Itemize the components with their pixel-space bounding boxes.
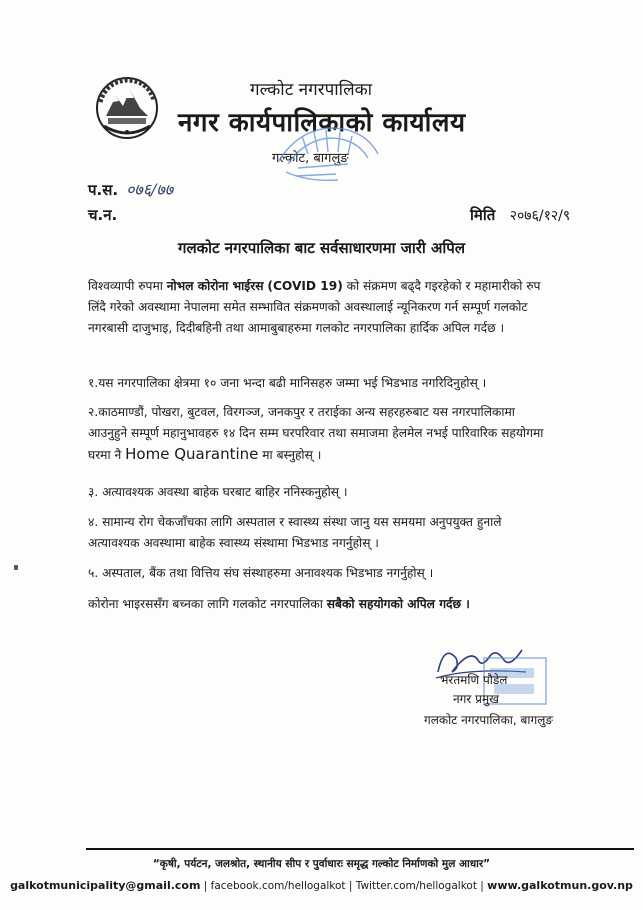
intro-bold: नोभल कोरोना भाईरस bbox=[166, 279, 264, 293]
point-1: १.यस नगरपालिका क्षेत्रमा १० जना भन्दा बढी मानिसहरु जम्मा भई भिडभाड नगरिदिनुहोस् । bbox=[88, 376, 487, 390]
appeal-title: गलकोट नगरपालिका बाट सर्वसाधारणमा जारी अपिल bbox=[178, 239, 465, 257]
footer-twitter[interactable]: Twitter.com/hellogalkot bbox=[355, 880, 477, 892]
date-value: २०७६/१२/९ bbox=[509, 208, 571, 224]
point-2 bbox=[88, 402, 556, 466]
intro-post: को संक्रमण बढ्दै गइरहेको र महामारीको रुप लिंदै गरेको अवस्थामा नेपालमा समेत सम्भावित संक्रमणको अवस्थालाई न्यूनिकरण गर्न सम्पूर्ण गलकोट नगरबासी दाजुभाइ, दिदीबहिनी तथा आमाबुबाहरुमा गलकोट नगरपालिका हार्दिक अपिल गर्दछ । bbox=[88, 279, 541, 335]
footer-sep: | bbox=[476, 880, 488, 892]
signatory-role: नगर प्रमुख bbox=[453, 692, 499, 706]
letterhead-address: गल्कोट, बागलुङ bbox=[272, 151, 349, 166]
point-5: ५. अस्पताल, बैंक तथा वित्तिय संघ संस्थाहरुमा अनावश्यक भिडभाड नगर्नुहोस् । bbox=[88, 566, 434, 580]
ref-label: प.स. bbox=[88, 181, 119, 199]
footer-facebook[interactable]: facebook.com/hellogalkot bbox=[210, 880, 346, 892]
dispatch-label: च.न. bbox=[88, 206, 118, 224]
closing-bold: सबैको सहयोगको अपिल गर्दछ । bbox=[326, 597, 470, 611]
closing-pre: कोरोना भाइरससँग बच्नका लागि गलकोट नगरपालिका bbox=[88, 597, 327, 611]
dispatch-number bbox=[88, 205, 117, 225]
date-label: मिति bbox=[470, 206, 496, 224]
date-row bbox=[470, 205, 570, 225]
letterhead-office: नगर कार्यपालिकाको कार्यालय bbox=[178, 108, 466, 138]
scan-mark bbox=[14, 565, 18, 570]
footer-contacts bbox=[0, 879, 643, 892]
ref-number bbox=[88, 178, 173, 200]
municipality-emblem-icon bbox=[92, 72, 162, 142]
intro-pre: विश्वव्यापी रुपमा bbox=[88, 279, 167, 293]
footer-divider bbox=[86, 848, 634, 850]
footer-motto: “कृषी, पर्यटन, जलश्रोत, स्थानीय सीप र पुर्वाधारः समृद्ध गल्कोट निर्माणको मुल आधार” bbox=[152, 858, 491, 870]
footer-sep: | bbox=[345, 880, 356, 892]
point-2-en: Home Quarantine bbox=[125, 445, 259, 463]
point-2-pre: २.काठमाण्डौं, पोखरा, बुटवल, विरगञ्ज, जनकपुर र तराईका अन्य सहरहरुबाट यस नगरपालिकामा आउनुहुने सम्पूर्ण महानुभावहरु १४ दिन सम्म घरपरिवार तथा समाजमा हेलमेल नभई पारिवारिक सहयोगमा घरमा नै bbox=[88, 405, 544, 462]
intro-paragraph bbox=[88, 276, 556, 339]
footer-sep: | bbox=[200, 880, 211, 892]
signatory-name: भरतमणि पौडेल bbox=[440, 673, 508, 687]
letterhead-municipality: गल्कोट नगरपालिका bbox=[250, 80, 373, 100]
point-2-post: मा बस्नुहोस् । bbox=[258, 448, 322, 462]
point-4: ४. सामान्य रोग चेकजाँचका लागि अस्पताल र स्वास्थ्य संस्था जानु यस समयमा अनुपयुक्त हुनाले अत्यावश्यक अवस्थामा बाहेक स्वास्थ्य संस्थामा भिडभाड नगर्नुहोस् । bbox=[88, 515, 502, 550]
closing-line bbox=[88, 594, 556, 615]
intro-covid: (COVID 19) bbox=[267, 279, 343, 293]
ref-value: ०७६/७७ bbox=[126, 180, 174, 199]
footer-email[interactable]: galkotmunicipality@gmail.com bbox=[10, 879, 201, 892]
footer-website[interactable]: www.galkotmun.gov.np bbox=[487, 879, 633, 892]
signatory-place: गलकोट नगरपालिका, बागलुङ bbox=[424, 713, 554, 727]
office-stamp-icon bbox=[268, 122, 386, 194]
point-3: ३. अत्यावश्यक अवस्था बाहेक घरबाट बाहिर ननिस्कनुहोस् । bbox=[88, 485, 348, 499]
